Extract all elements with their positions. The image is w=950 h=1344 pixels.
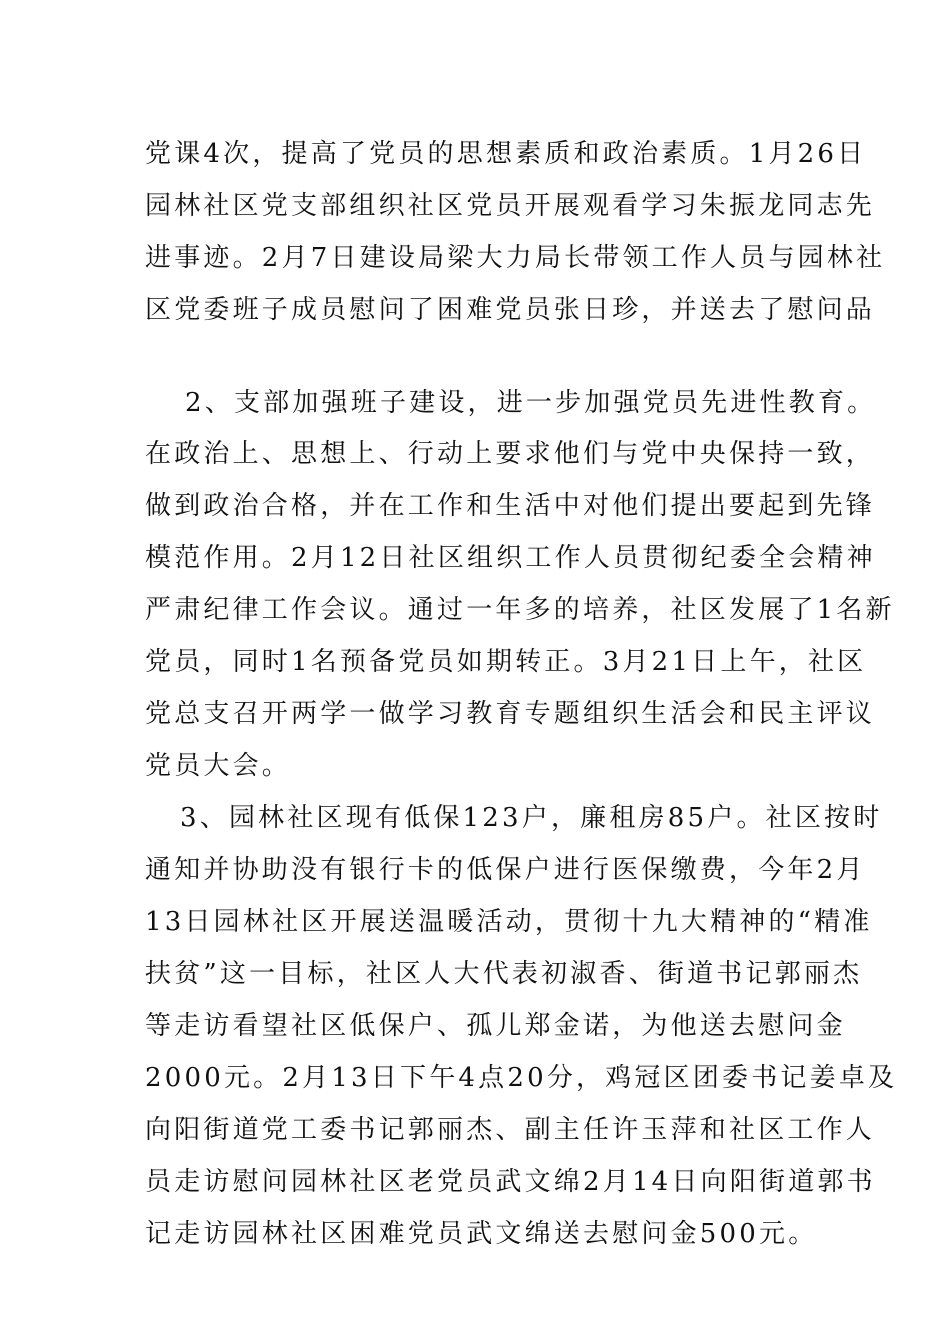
paragraph-3-line-8: 员走访慰问园林社区老党员武文绵2月14日向阳街道郭书 xyxy=(145,1167,876,1197)
paragraph-2-line-4: 模范作用。2月12日社区组织工作人员贯彻纪委全会精神 xyxy=(145,543,876,573)
paragraph-3-line-7: 向阳街道党工委书记郭丽杰、副主任许玉萍和社区工作人 xyxy=(145,1115,876,1145)
paragraph-2-line-7: 党总支召开两学一做学习教育专题组织生活会和民主评议 xyxy=(145,699,876,729)
paragraph-1-line-4: 区党委班子成员慰问了困难党员张日珍，并送去了慰问品 xyxy=(145,295,876,325)
paragraph-2-line-8: 党员大会。 xyxy=(145,751,292,781)
paragraph-3-line-4: 扶贫”这一目标，社区人大代表初淑香、街道书记郭丽杰 xyxy=(145,959,863,989)
paragraph-1-line-3: 进事迹。2月7日建设局梁大力局长带领工作人员与园林社 xyxy=(145,243,886,273)
paragraph-1-line-1: 党课4次，提高了党员的思想素质和政治素质。1月26日 xyxy=(145,139,867,169)
paragraph-2-line-1: 2、支部加强班子建设，进一步加强党员先进性教育。 xyxy=(185,388,877,418)
paragraph-3-line-2: 通知并协助没有银行卡的低保户进行医保缴费，今年2月 xyxy=(145,855,866,885)
paragraph-2-line-6: 党员，同时1名预备党员如期转正。3月21日上午，社区 xyxy=(145,647,867,677)
paragraph-2-line-2: 在政治上、思想上、行动上要求他们与党中央保持一致， xyxy=(145,439,876,469)
paragraph-3-line-1: 3、园林社区现有低保123户，廉租房85户。社区按时 xyxy=(180,803,883,833)
paragraph-2-line-5: 严肃纪律工作会议。通过一年多的培养，社区发展了1名新 xyxy=(145,595,895,625)
paragraph-3-line-9: 记走访园林社区困难党员武文绵送去慰问金500元。 xyxy=(145,1219,818,1249)
paragraph-2-line-3: 做到政治合格，并在工作和生活中对他们提出要起到先锋 xyxy=(145,491,876,521)
paragraph-3-line-3: 13日园林社区开展送温暖活动，贯彻十九大精神的“精准 xyxy=(145,907,873,937)
paragraph-1-line-2: 园林社区党支部组织社区党员开展观看学习朱振龙同志先 xyxy=(145,191,876,221)
paragraph-3-line-5: 等走访看望社区低保户、孤儿郑金诺，为他送去慰问金 xyxy=(145,1011,846,1041)
paragraph-3-line-6: 2000元。2月13日下午4点20分，鸡冠区团委书记姜卓及 xyxy=(145,1063,898,1093)
